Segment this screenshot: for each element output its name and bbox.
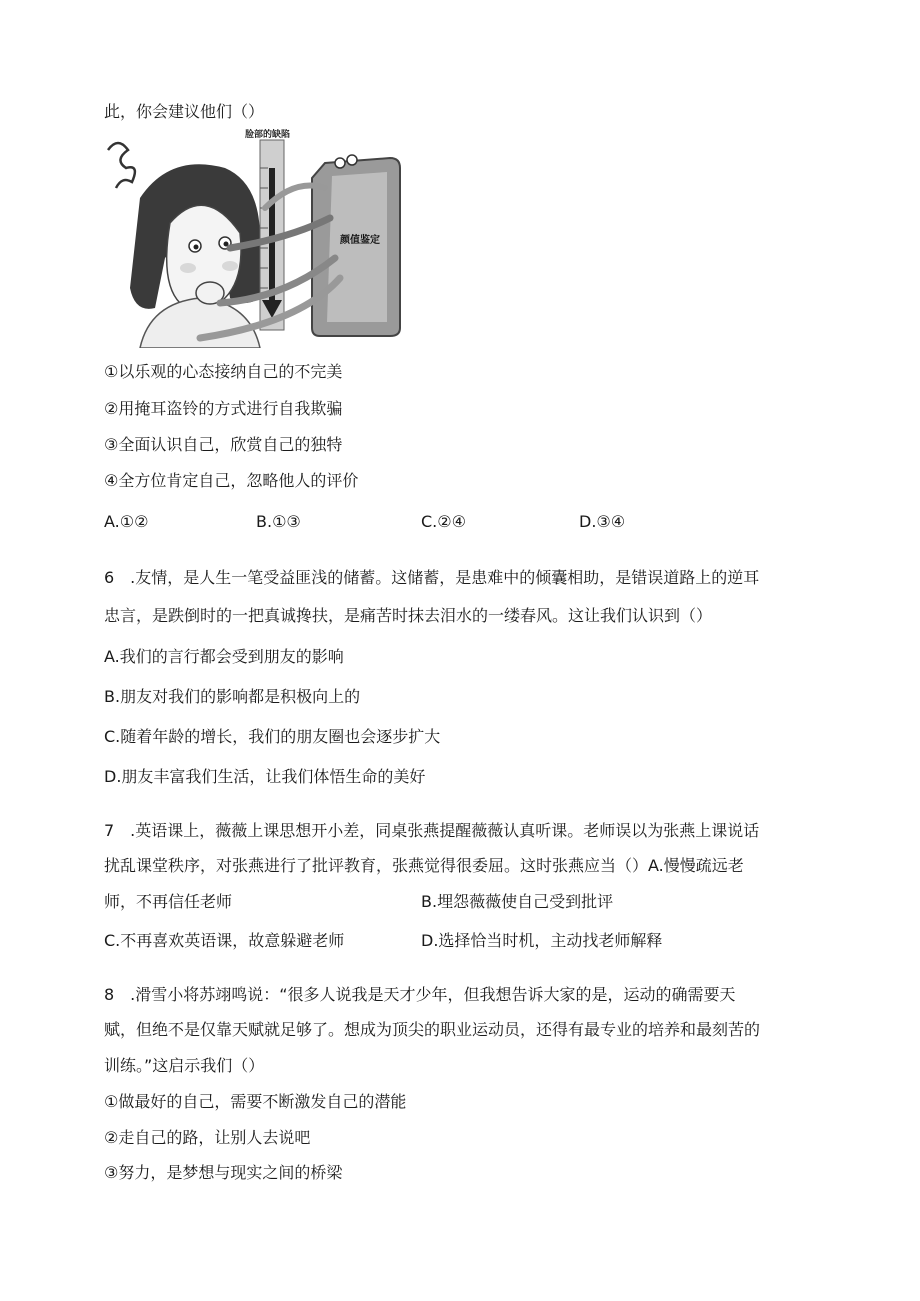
- q6-stem-line: 忠言，是跌倒时的一把真诚搀扶，是痛苦时抹去泪水的一缕春风。这让我们认识到（）: [104, 606, 713, 625]
- screen-label: 颜值鉴定: [340, 235, 380, 246]
- q8-statement: ①做最好的自己，需要不断激发自己的潜能: [104, 1092, 407, 1111]
- q6-option-c[interactable]: C.随着年龄的增长，我们的朋友圈也会逐步扩大: [104, 727, 441, 746]
- q7-option-c[interactable]: C.不再喜欢英语课，故意躲避老师: [104, 931, 345, 950]
- q5-option-c[interactable]: C.②④: [421, 512, 466, 531]
- q8-stem-line: 8 .滑雪小将苏翊鸣说：“很多人说我是天才少年，但我想告诉大家的是，运动的确需要天: [104, 985, 736, 1004]
- q7-option-b[interactable]: B.埋怨薇薇使自己受到批评: [421, 892, 614, 911]
- q8-stem-line: 赋，但绝不是仅靠天赋就足够了。想成为顶尖的职业运动员，还得有最专业的培养和最刻苦的: [104, 1020, 761, 1039]
- q7-option-d[interactable]: D.选择恰当时机，主动找老师解释: [421, 931, 663, 950]
- q6-stem-line: 6 .友情，是人生一笔受益匪浅的储蓄。这储蓄，是患难中的倾囊相助，是错误道路上的逆耳: [104, 568, 760, 587]
- girl-appraisal-illustration: [100, 128, 405, 348]
- q7-stem-line: 7 .英语课上，薇薇上课思想开小差，同桌张燕提醒薇薇认真听课。老师误以为张燕上课说话: [104, 821, 760, 840]
- q5-option-d[interactable]: D.③④: [579, 512, 626, 531]
- q6-option-a[interactable]: A.我们的言行都会受到朋友的影响: [104, 647, 344, 666]
- q5-stem-tail: 此，你会建议他们（）: [104, 102, 265, 121]
- q6-option-b[interactable]: B.朋友对我们的影响都是积极向上的: [104, 687, 361, 706]
- q7-stem-line: 师，不再信任老师: [104, 892, 233, 911]
- q5-statement: ①以乐观的心态接纳自己的不完美: [104, 362, 343, 381]
- q8-statement: ③努力，是梦想与现实之间的桥梁: [104, 1163, 343, 1182]
- ruler-label: 脸部的缺陷: [245, 130, 291, 140]
- q5-option-a[interactable]: A.①②: [104, 512, 149, 531]
- q8-stem-line: 训练。”这启示我们（）: [104, 1056, 265, 1075]
- q5-illustration: [100, 128, 405, 348]
- q7-stem-line: 扰乱课堂秩序，对张燕进行了批评教育，张燕觉得很委屈。这时张燕应当（）A.慢慢疏远老: [104, 856, 744, 875]
- scribble-icon: [108, 143, 135, 188]
- q5-statement: ③全面认识自己，欣赏自己的独特: [104, 435, 343, 454]
- q5-option-b[interactable]: B.①③: [256, 512, 301, 531]
- q5-statement: ④全方位肯定自己，忽略他人的评价: [104, 471, 359, 490]
- q6-option-d[interactable]: D.朋友丰富我们生活，让我们体悟生命的美好: [104, 767, 426, 786]
- q5-statement: ②用掩耳盗铃的方式进行自我欺骗: [104, 399, 343, 418]
- q8-statement: ②走自己的路，让别人去说吧: [104, 1128, 311, 1147]
